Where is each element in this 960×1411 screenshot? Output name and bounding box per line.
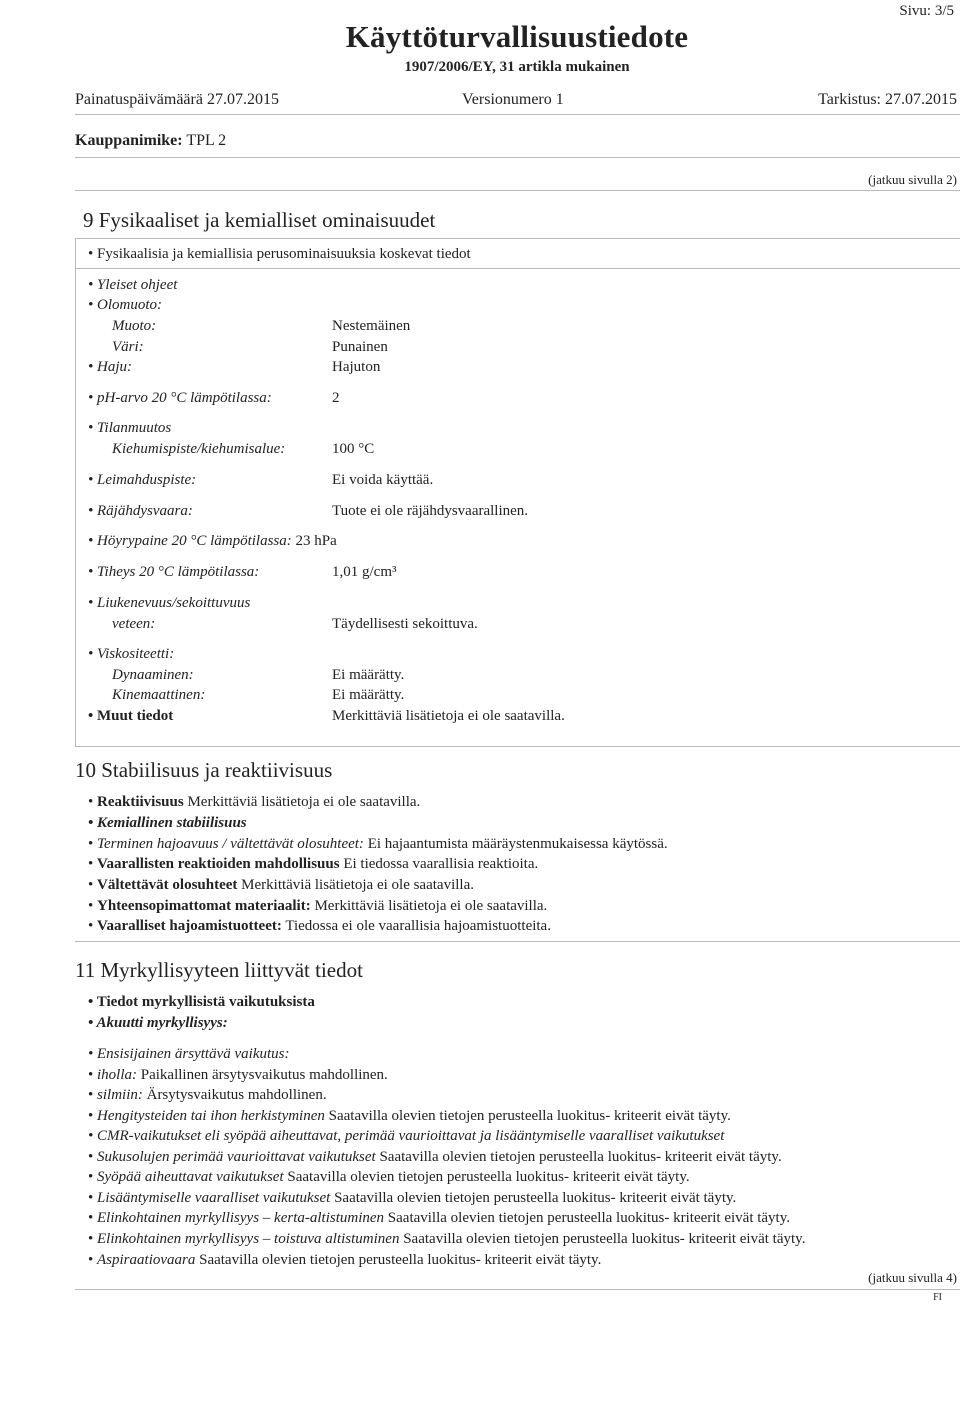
s9-explosion-label: • Räjähdysvaara: [88, 503, 193, 519]
s11-eye: • silmiin: Ärsytysvaikutus mahdollinen. [88, 1087, 327, 1103]
s11-carcinogenicity: • Syöpää aiheuttavat vaikutukset Saatavilla olevien tietojen perusteella luokitus- kriteerit eivät täyty. [88, 1169, 690, 1185]
s9-vapour-value: 23 hPa [295, 533, 337, 549]
s9-intro: • Fysikaalisia ja kemiallisia perusominaisuuksia koskevat tiedot [88, 246, 471, 262]
s11-reproductive: • Lisääntymiselle vaaralliset vaikutukset Saatavilla olevien tietojen perusteella luokitus- kriteerit eivät täyty. [88, 1190, 737, 1206]
s9-water-value: Täydellisesti sekoittuva. [332, 616, 478, 632]
s9-other-value: Merkittäviä lisätietoja ei ole saatavilla. [332, 708, 565, 724]
s11-aspiration: • Aspiraatiovaara Saatavilla olevien tietojen perusteella luokitus- kriteerit eivät täyty. [88, 1252, 602, 1268]
continued-divider [75, 190, 960, 191]
s9-dynamic-value: Ei määrätty. [332, 667, 405, 683]
trade-name [75, 131, 226, 150]
s9-shape-label: Muoto: [112, 318, 157, 334]
document-title: Käyttöturvallisuustiedote [345, 19, 689, 54]
s10-reactivity: • Reaktiivisuus Merkittäviä lisätietoja ei ole saatavilla. [88, 794, 421, 810]
s9-density-value: 1,01 g/cm³ [332, 564, 397, 580]
s9-vapour-label: • Höyrypaine 20 °C lämpötilassa: 23 hPa [88, 533, 337, 549]
language-code: FI [933, 1292, 942, 1303]
s11-sensitization: • Hengitysteiden tai ihon herkistyminen Saatavilla olevien tietojen perusteella luokitus- kriteerit eivät täyty. [88, 1108, 731, 1124]
trade-name-label: Kauppanimike: [75, 132, 183, 149]
footer-divider [75, 1289, 960, 1290]
s10-hazardous-reactions: • Vaarallisten reaktioiden mahdollisuus Ei tiedossa vaarallisia reaktioita. [88, 856, 539, 872]
s9-boiling-label: Kiehumispiste/kiehumisalue: [112, 441, 286, 457]
s11-stot-single: • Elinkohtainen myrkyllisyys – kerta-altistuminen Saatavilla olevien tietojen perusteella luokitus- kriteerit eivät täyty. [88, 1210, 791, 1226]
print-date: Painatuspäivämäärä 27.07.2015 [75, 91, 279, 108]
s9-viscosity-label: • Viskositeetti: [88, 646, 175, 662]
s9-odor-value: Hajuton [332, 359, 381, 375]
header-divider [75, 114, 960, 115]
s9-boiling-value: 100 °C [332, 441, 375, 457]
s11-germ-cell: • Sukusolujen perimää vaurioittavat vaikutukset Saatavilla olevien tietojen perusteella luokitus- kriteerit eivät täyty. [88, 1149, 782, 1165]
s11-acute: • Akuutti myrkyllisyys: [88, 1015, 228, 1031]
s9-intro-divider [75, 268, 960, 269]
s11-cmr-heading: • CMR-vaikutukset eli syöpää aiheuttavat, perimää vaurioittavat ja lisääntymiselle vaaralliset vaikutukset [88, 1128, 725, 1144]
section-10-divider [75, 941, 960, 942]
s9-water-label: veteen: [112, 616, 156, 632]
continued-from: (jatkuu sivulla 2) [868, 172, 957, 187]
section-11-title: 11 Myrkyllisyyteen liittyvät tiedot [75, 958, 363, 982]
s9-flash-value: Ei voida käyttää. [332, 472, 434, 488]
s9-kinematic-value: Ei määrätty. [332, 687, 405, 703]
s9-density-label: • Tiheys 20 °C lämpötilassa: [88, 564, 260, 580]
s11-primary-irritant: • Ensisijainen ärsyttävä vaikutus: [88, 1046, 290, 1062]
s9-flash-label: • Leimahduspiste: [88, 472, 197, 488]
s9-kinematic-label: Kinemaattinen: [112, 687, 206, 703]
s9-shape-value: Nestemäinen [332, 318, 411, 334]
version-number: Versionumero 1 [462, 91, 564, 108]
section-9-border-bottom [75, 746, 960, 747]
s9-ph-label: • pH-arvo 20 °C lämpötilassa: [88, 390, 272, 406]
s9-general: • Yleiset ohjeet [88, 277, 178, 293]
s10-avoid: • Vältettävät olosuhteet Merkittäviä lisätietoja ei ole saatavilla. [88, 877, 474, 893]
s10-incompatible: • Yhteensopimattomat materiaalit: Merkittäviä lisätietoja ei ole saatavilla. [88, 898, 548, 914]
s9-form-label: • Olomuoto: [88, 297, 163, 313]
trade-name-divider [75, 157, 960, 158]
page-number: Sivu: 3/5 [899, 3, 954, 19]
s11-tox-effects: • Tiedot myrkyllisistä vaikutuksista [88, 994, 315, 1010]
s9-solubility-label: • Liukenevuus/sekoittuvuus [88, 595, 251, 611]
s9-state-label: • Tilanmuutos [88, 420, 172, 436]
s10-decomposition: • Terminen hajoavuus / vältettävät olosuhteet: Ei hajaantumista määräystenmukaisessa käytössä. [88, 836, 668, 852]
s11-stot-repeated: • Elinkohtainen myrkyllisyys – toistuva altistuminen Saatavilla olevien tietojen perusteella luokitus- kriteerit eivät täyty. [88, 1231, 806, 1247]
revision-date: Tarkistus: 27.07.2015 [818, 91, 957, 108]
document-subtitle: 1907/2006/EY, 31 artikla mukainen [404, 59, 630, 75]
s10-stability: • Kemiallinen stabiilisuus [88, 815, 247, 831]
section-9-border-top [75, 238, 960, 239]
s9-explosion-value: Tuote ei ole räjähdysvaarallinen. [332, 503, 529, 519]
s9-other-label: • Muut tiedot [88, 708, 174, 724]
section-9-title: 9 Fysikaaliset ja kemialliset ominaisuudet [83, 208, 436, 232]
s9-color-label: Väri: [112, 339, 144, 355]
trade-name-value: TPL 2 [186, 132, 227, 149]
s9-color-value: Punainen [332, 339, 388, 355]
continued-to: (jatkuu sivulla 4) [868, 1270, 957, 1285]
section-9-border-left [75, 238, 76, 746]
s10-decomposition-products: • Vaaralliset hajoamistuotteet: Tiedossa ei ole vaarallisia hajoamistuotteita. [88, 918, 551, 934]
s9-dynamic-label: Dynaaminen: [112, 667, 194, 683]
s9-odor-label: • Haju: [88, 359, 133, 375]
s11-skin: • iholla: Paikallinen ärsytysvaikutus mahdollinen. [88, 1067, 388, 1083]
s9-ph-value: 2 [332, 390, 340, 406]
section-10-title: 10 Stabiilisuus ja reaktiivisuus [75, 758, 333, 782]
